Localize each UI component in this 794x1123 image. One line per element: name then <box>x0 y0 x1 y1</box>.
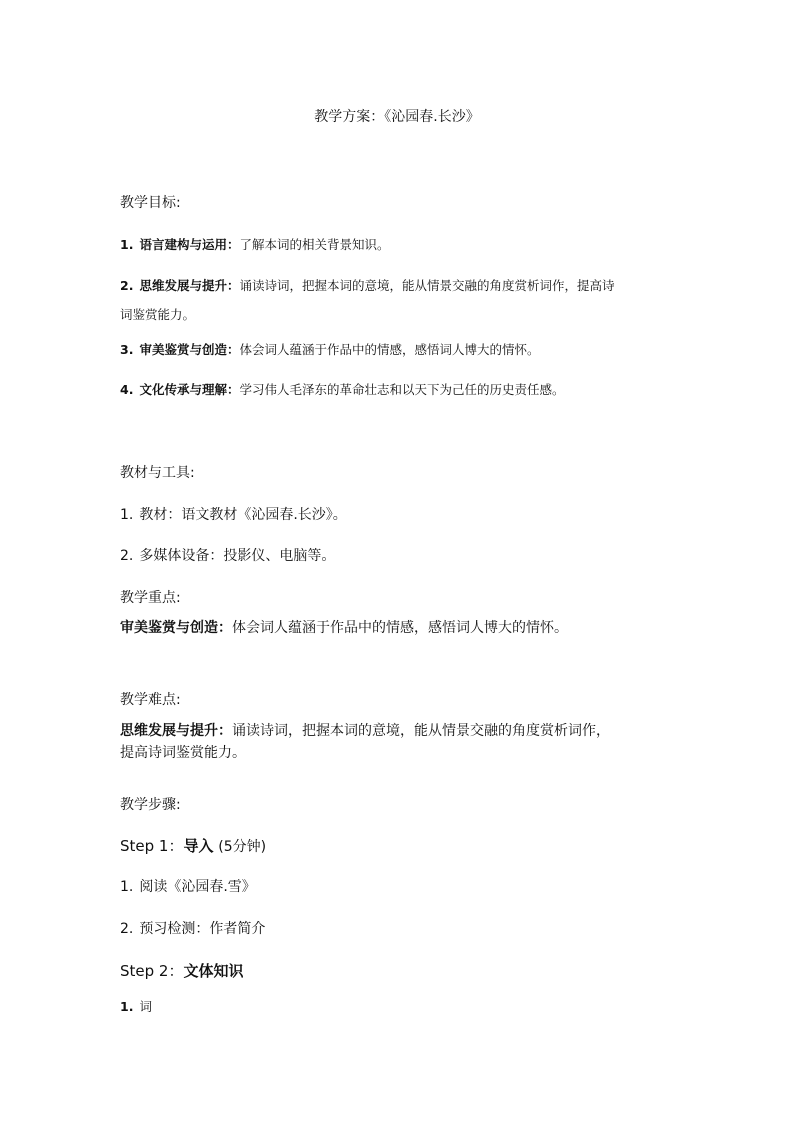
material-num: 1. <box>120 507 134 523</box>
step-item-num: 2. <box>120 921 134 937</box>
steps-heading: 教学步骤: <box>120 797 181 813</box>
objective-item-3 <box>120 341 539 359</box>
objective-text: 诵读诗词，把握本词的意境，能从情景交融的角度赏析词作，提高诗 <box>239 278 615 293</box>
difficulties-label: 思维发展与提升： <box>120 723 232 739</box>
objective-label: 审美鉴赏与创造： <box>139 342 240 357</box>
step-item-text: 预习检测：作者简介 <box>139 921 266 937</box>
objective-label: 语言建构与运用： <box>139 237 240 252</box>
step-2-prefix: Step 2： <box>120 962 184 980</box>
key-points-text: 体会词人蕴涵于作品中的情感，感悟词人博大的情怀。 <box>232 620 568 636</box>
step-1-heading <box>120 836 266 857</box>
document-title: 教学方案：《沁园春.长沙》 <box>314 109 480 125</box>
objective-num: 1. <box>120 237 134 252</box>
objectives-heading: 教学目标: <box>120 195 181 211</box>
materials-heading: 教材与工具: <box>120 465 195 481</box>
difficulties-heading: 教学难点: <box>120 692 181 708</box>
step-item-num: 1. <box>120 879 134 895</box>
difficulties-content <box>120 722 610 740</box>
objective-label: 文化传承与理解： <box>139 382 240 397</box>
material-item-1 <box>120 506 347 524</box>
key-points-content <box>120 619 568 637</box>
material-item-2 <box>120 547 335 565</box>
step-1-note: (5分钟) <box>218 839 267 855</box>
objective-num: 4. <box>120 382 134 397</box>
step-1-title: 导入 <box>183 837 214 855</box>
objective-num: 2. <box>120 278 134 293</box>
step-item-text: 阅读《沁园春.雪》 <box>139 879 256 895</box>
objective-item-4 <box>120 381 564 399</box>
step-item-num: 1. <box>120 999 134 1014</box>
difficulties-content-continued: 提高诗词鉴赏能力。 <box>120 745 246 761</box>
objective-text: 学习伟人毛泽东的革命壮志和以天下为己任的历史责任感。 <box>239 382 565 397</box>
key-points-label: 审美鉴赏与创造： <box>120 620 232 636</box>
objective-num: 3. <box>120 342 134 357</box>
step-1-prefix: Step 1： <box>120 837 184 855</box>
material-text: 教材：语文教材《沁园春.长沙》。 <box>139 507 347 523</box>
objective-text: 了解本词的相关背景知识。 <box>239 237 390 252</box>
objective-text: 体会词人蕴涵于作品中的情感，感悟词人博大的情怀。 <box>239 342 540 357</box>
material-text: 多媒体设备：投影仪、电脑等。 <box>139 548 336 564</box>
difficulties-text: 诵读诗词，把握本词的意境，能从情景交融的角度赏析词作， <box>232 723 610 739</box>
objective-item-2-continued: 词鉴赏能力。 <box>120 307 196 322</box>
material-num: 2. <box>120 548 134 564</box>
step-item-text: 词 <box>139 999 152 1014</box>
step-1-item-2 <box>120 920 265 938</box>
objective-label: 思维发展与提升： <box>139 278 240 293</box>
step-2-heading <box>120 961 243 981</box>
step-2-item-1 <box>120 998 152 1016</box>
key-points-heading: 教学重点: <box>120 590 181 606</box>
objective-item-2 <box>120 277 614 295</box>
objective-item-1 <box>120 236 389 254</box>
step-1-item-1 <box>120 878 256 896</box>
step-2-title: 文体知识 <box>183 962 244 980</box>
